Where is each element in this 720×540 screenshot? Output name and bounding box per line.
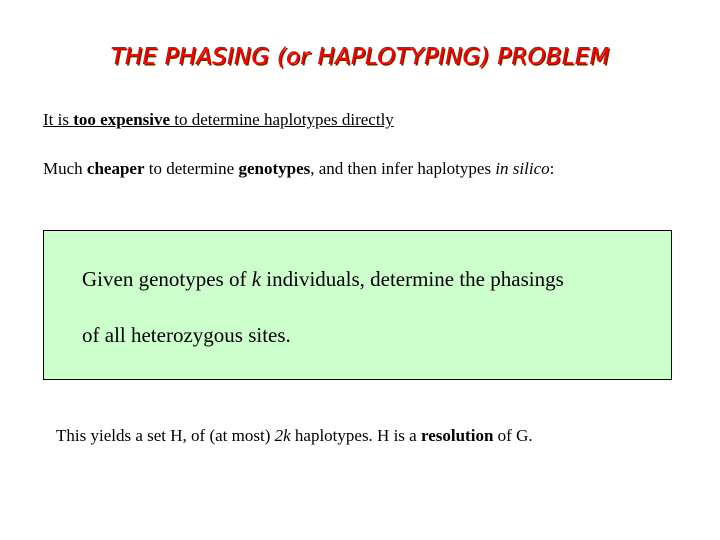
resolution-text-middle: haplotypes. H is a xyxy=(290,426,421,445)
cheaper-text-end: : xyxy=(549,159,555,178)
expensive-text-start: It is xyxy=(43,110,74,129)
genotypes-emphasis: genotypes xyxy=(238,159,311,178)
k-variable: k xyxy=(251,267,262,291)
in-silico-italic: in silico xyxy=(495,159,550,178)
too-expensive-emphasis: too expensive xyxy=(73,110,171,129)
cheaper-text-middle: to determine xyxy=(144,159,239,178)
problem-definition-line-1 xyxy=(82,267,564,292)
cheaper-statement xyxy=(43,159,554,179)
resolution-emphasis: resolution xyxy=(420,426,494,445)
resolution-text-start: This yields a set H, of (at most) xyxy=(56,426,275,445)
resolution-text-end: of G. xyxy=(493,426,533,445)
cheaper-emphasis: cheaper xyxy=(86,159,145,178)
problem-definition-line-2: of all heterozygous sites. xyxy=(82,323,291,347)
expensive-statement xyxy=(43,110,394,130)
2k-italic: 2k xyxy=(274,426,291,445)
slide-title: THE PHASING (or HAPLOTYPING) PROBLEM xyxy=(110,44,610,70)
cheaper-text-start: Much xyxy=(43,159,87,178)
cheaper-text-infer: , and then infer haplotypes xyxy=(310,159,496,178)
expensive-text-end: to determine haplotypes directly xyxy=(170,110,394,129)
resolution-statement xyxy=(56,426,533,446)
definition-text-end: individuals, determine the phasings xyxy=(261,267,564,291)
definition-text-start: Given genotypes of xyxy=(82,267,252,291)
problem-definition-box xyxy=(43,230,672,380)
